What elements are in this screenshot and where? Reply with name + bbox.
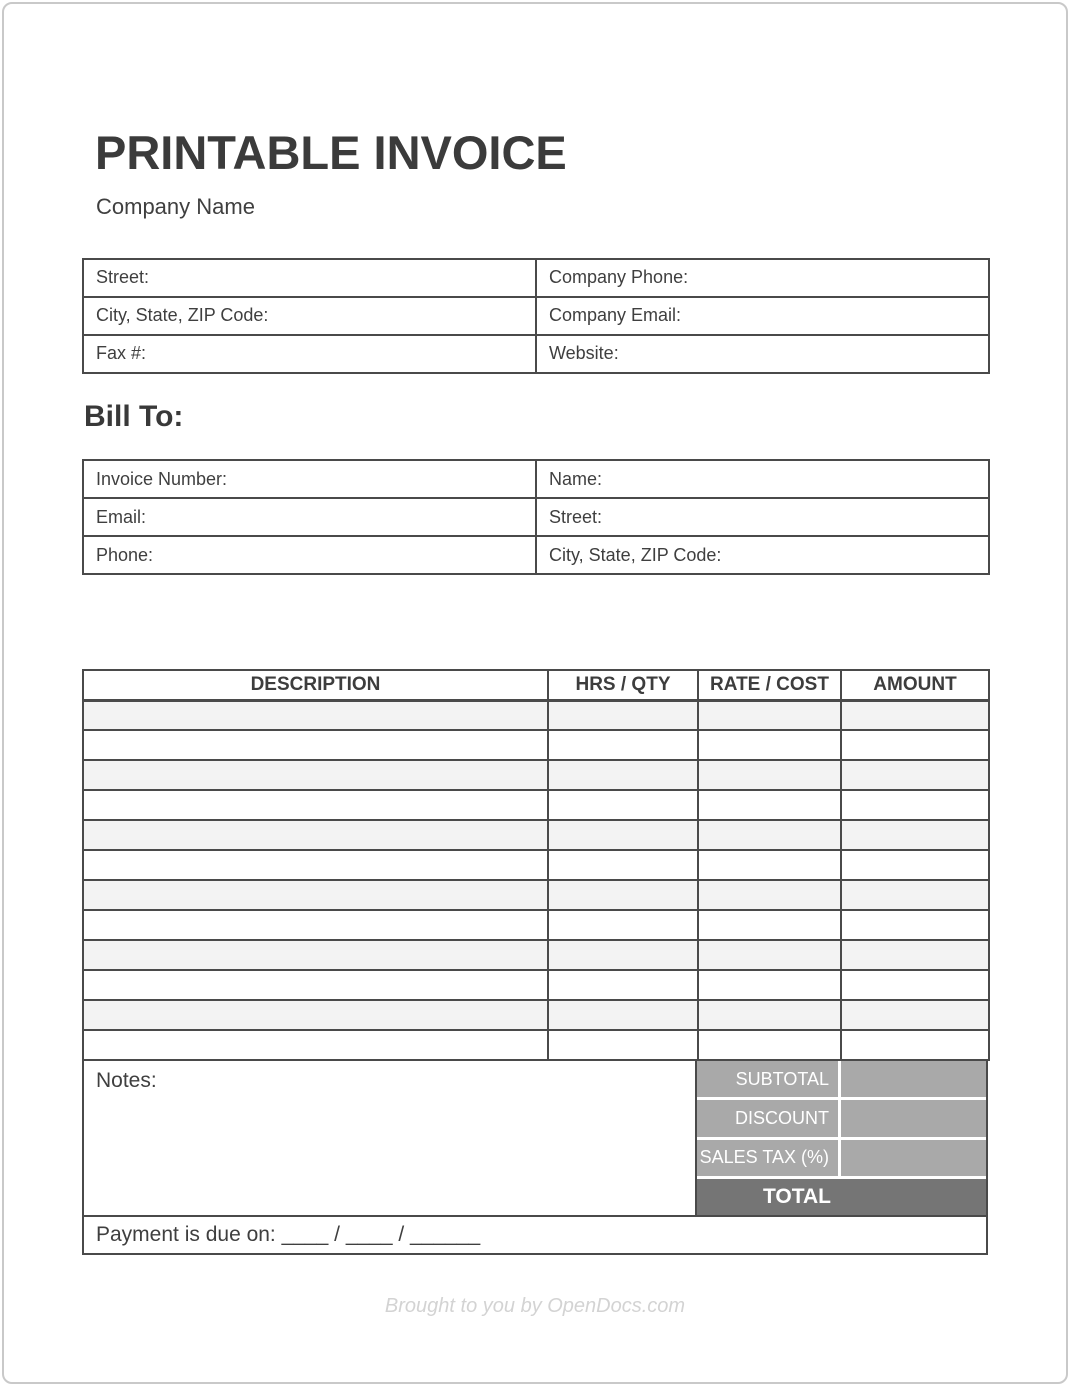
item-hrs-qty-cell[interactable] bbox=[548, 790, 698, 820]
item-rate-cost-cell[interactable] bbox=[698, 760, 841, 790]
item-description-cell[interactable] bbox=[83, 850, 548, 880]
item-amount-cell[interactable] bbox=[841, 790, 989, 820]
item-rate-cost-cell[interactable] bbox=[698, 910, 841, 940]
item-hrs-qty-cell[interactable] bbox=[548, 970, 698, 1000]
item-rate-cost-cell[interactable] bbox=[698, 700, 841, 730]
city-state-zip-field[interactable]: City, State, ZIP Code: bbox=[83, 297, 536, 335]
subtotal-value-cell[interactable] bbox=[841, 1061, 986, 1097]
item-row bbox=[83, 760, 989, 790]
item-row bbox=[83, 1030, 989, 1060]
street-field[interactable]: Street: bbox=[83, 259, 536, 297]
subtotal-label: SUBTOTAL bbox=[697, 1061, 838, 1097]
company-phone-field[interactable]: Company Phone: bbox=[536, 259, 989, 297]
bill-to-heading: Bill To: bbox=[84, 399, 184, 433]
item-rate-cost-cell[interactable] bbox=[698, 940, 841, 970]
item-description-cell[interactable] bbox=[83, 820, 548, 850]
item-amount-cell[interactable] bbox=[841, 760, 989, 790]
item-amount-cell[interactable] bbox=[841, 940, 989, 970]
company-info-table bbox=[82, 258, 990, 374]
item-rate-cost-cell[interactable] bbox=[698, 730, 841, 760]
subtotal-row bbox=[697, 1061, 986, 1097]
table-row bbox=[83, 259, 989, 297]
item-amount-cell[interactable] bbox=[841, 850, 989, 880]
item-hrs-qty-cell[interactable] bbox=[548, 730, 698, 760]
item-hrs-qty-cell[interactable] bbox=[548, 700, 698, 730]
payment-due-text: Payment is due on: ____ / ____ / ______ bbox=[96, 1223, 481, 1247]
item-hrs-qty-cell[interactable] bbox=[548, 760, 698, 790]
item-row bbox=[83, 790, 989, 820]
item-hrs-qty-cell[interactable] bbox=[548, 1030, 698, 1060]
sales-tax-label: SALES TAX (%) bbox=[697, 1140, 838, 1176]
item-hrs-qty-cell[interactable] bbox=[548, 850, 698, 880]
discount-label: DISCOUNT bbox=[697, 1100, 838, 1136]
item-description-cell[interactable] bbox=[83, 730, 548, 760]
item-amount-cell[interactable] bbox=[841, 1000, 989, 1030]
description-column-header: DESCRIPTION bbox=[83, 670, 548, 700]
table-row bbox=[83, 460, 989, 498]
bill-name-field[interactable]: Name: bbox=[536, 460, 989, 498]
item-hrs-qty-cell[interactable] bbox=[548, 880, 698, 910]
company-email-field[interactable]: Company Email: bbox=[536, 297, 989, 335]
totals-summary bbox=[697, 1061, 988, 1215]
item-description-cell[interactable] bbox=[83, 970, 548, 1000]
item-rate-cost-cell[interactable] bbox=[698, 1000, 841, 1030]
footer-credit: Brought to you by OpenDocs.com bbox=[384, 1295, 686, 1318]
item-description-cell[interactable] bbox=[83, 880, 548, 910]
total-row bbox=[697, 1179, 986, 1215]
item-row bbox=[83, 910, 989, 940]
item-rate-cost-cell[interactable] bbox=[698, 970, 841, 1000]
item-amount-cell[interactable] bbox=[841, 970, 989, 1000]
fax-field[interactable]: Fax #: bbox=[83, 335, 536, 373]
invoice-document bbox=[82, 0, 988, 1318]
payment-due-field[interactable] bbox=[82, 1215, 988, 1255]
invoice-number-field[interactable]: Invoice Number: bbox=[83, 460, 536, 498]
items-header-row bbox=[83, 670, 989, 700]
website-field[interactable]: Website: bbox=[536, 335, 989, 373]
item-rate-cost-cell[interactable] bbox=[698, 880, 841, 910]
company-name[interactable]: Company Name bbox=[96, 194, 255, 220]
item-rate-cost-cell[interactable] bbox=[698, 850, 841, 880]
item-amount-cell[interactable] bbox=[841, 820, 989, 850]
item-amount-cell[interactable] bbox=[841, 730, 989, 760]
item-amount-cell[interactable] bbox=[841, 910, 989, 940]
item-description-cell[interactable] bbox=[83, 910, 548, 940]
item-amount-cell[interactable] bbox=[841, 700, 989, 730]
bill-to-table bbox=[82, 459, 990, 575]
item-rate-cost-cell[interactable] bbox=[698, 790, 841, 820]
item-amount-cell[interactable] bbox=[841, 1030, 989, 1060]
item-row bbox=[83, 1000, 989, 1030]
hrs-qty-column-header: HRS / QTY bbox=[548, 670, 698, 700]
item-row bbox=[83, 700, 989, 730]
notes-label: Notes: bbox=[96, 1069, 157, 1093]
item-description-cell[interactable] bbox=[83, 1030, 548, 1060]
item-description-cell[interactable] bbox=[83, 1000, 548, 1030]
table-row bbox=[83, 335, 989, 373]
item-description-cell[interactable] bbox=[83, 790, 548, 820]
item-rate-cost-cell[interactable] bbox=[698, 1030, 841, 1060]
item-description-cell[interactable] bbox=[83, 940, 548, 970]
item-row bbox=[83, 940, 989, 970]
item-row bbox=[83, 730, 989, 760]
bill-city-state-zip-field[interactable]: City, State, ZIP Code: bbox=[536, 536, 989, 574]
item-rate-cost-cell[interactable] bbox=[698, 820, 841, 850]
discount-value-cell[interactable] bbox=[841, 1100, 986, 1136]
sales-tax-value-cell[interactable] bbox=[841, 1140, 986, 1176]
item-hrs-qty-cell[interactable] bbox=[548, 1000, 698, 1030]
item-amount-cell[interactable] bbox=[841, 880, 989, 910]
notes-and-totals-section bbox=[82, 1061, 988, 1215]
page-title: PRINTABLE INVOICE bbox=[95, 126, 567, 179]
discount-row bbox=[697, 1100, 986, 1136]
item-description-cell[interactable] bbox=[83, 700, 548, 730]
items-table bbox=[82, 669, 990, 1061]
total-label: TOTAL bbox=[762, 1185, 831, 1209]
bill-email-field[interactable]: Email: bbox=[83, 498, 536, 536]
notes-field[interactable] bbox=[82, 1061, 697, 1215]
bill-street-field[interactable]: Street: bbox=[536, 498, 989, 536]
item-hrs-qty-cell[interactable] bbox=[548, 820, 698, 850]
item-row bbox=[83, 880, 989, 910]
item-row bbox=[83, 970, 989, 1000]
item-description-cell[interactable] bbox=[83, 760, 548, 790]
table-row bbox=[83, 498, 989, 536]
sales-tax-row bbox=[697, 1140, 986, 1176]
table-row bbox=[83, 297, 989, 335]
item-hrs-qty-cell[interactable] bbox=[548, 910, 698, 940]
bill-phone-field[interactable]: Phone: bbox=[83, 536, 536, 574]
item-row bbox=[83, 820, 989, 850]
amount-column-header: AMOUNT bbox=[841, 670, 989, 700]
item-row bbox=[83, 850, 989, 880]
rate-cost-column-header: RATE / COST bbox=[698, 670, 841, 700]
item-hrs-qty-cell[interactable] bbox=[548, 940, 698, 970]
table-row bbox=[83, 536, 989, 574]
